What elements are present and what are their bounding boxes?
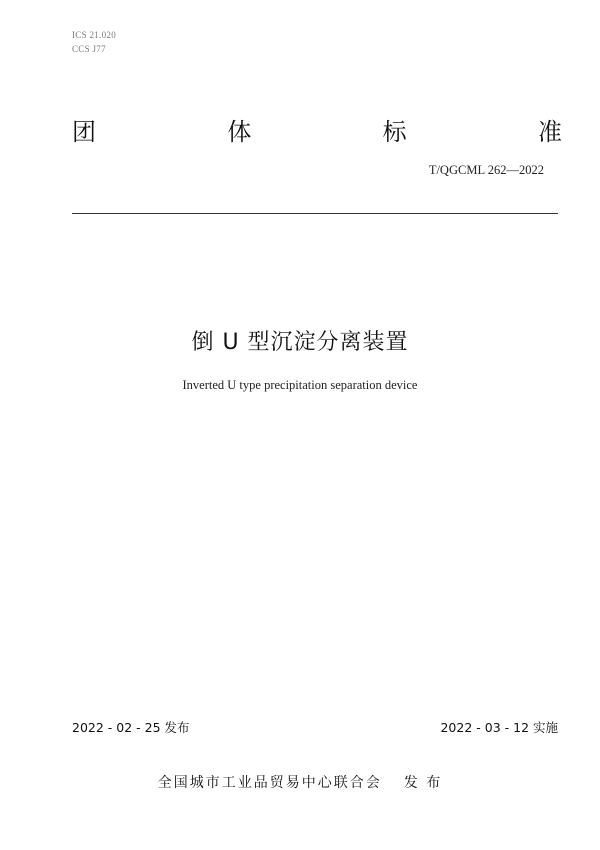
header-divider	[72, 213, 558, 214]
ccs-code: CCS J77	[72, 44, 106, 54]
publish-date: 2022 - 02 - 25 发布	[72, 720, 190, 735]
standard-type-heading	[72, 112, 562, 147]
standard-type-char: 团	[72, 118, 96, 146]
ics-code: ICS 21.020	[72, 30, 117, 40]
standard-type-char: 准	[537, 118, 562, 146]
publisher-name: 全国城市工业品贸易中心联合会	[157, 775, 382, 791]
document-title-chinese: 倒 U 型沉淀分离装置	[191, 330, 409, 355]
implement-date: 2022 - 03 - 12 实施	[440, 720, 558, 735]
publisher-action: 发 布	[403, 775, 443, 791]
standard-type-char: 标	[382, 118, 407, 146]
standard-type-char: 体	[227, 118, 252, 146]
standard-number: T/QGCML 262—2022	[428, 163, 544, 177]
date-row	[72, 718, 558, 736]
publisher-line	[0, 772, 600, 792]
classification-codes	[72, 28, 116, 56]
document-title-english: Inverted U type precipitation separation device	[182, 378, 418, 392]
